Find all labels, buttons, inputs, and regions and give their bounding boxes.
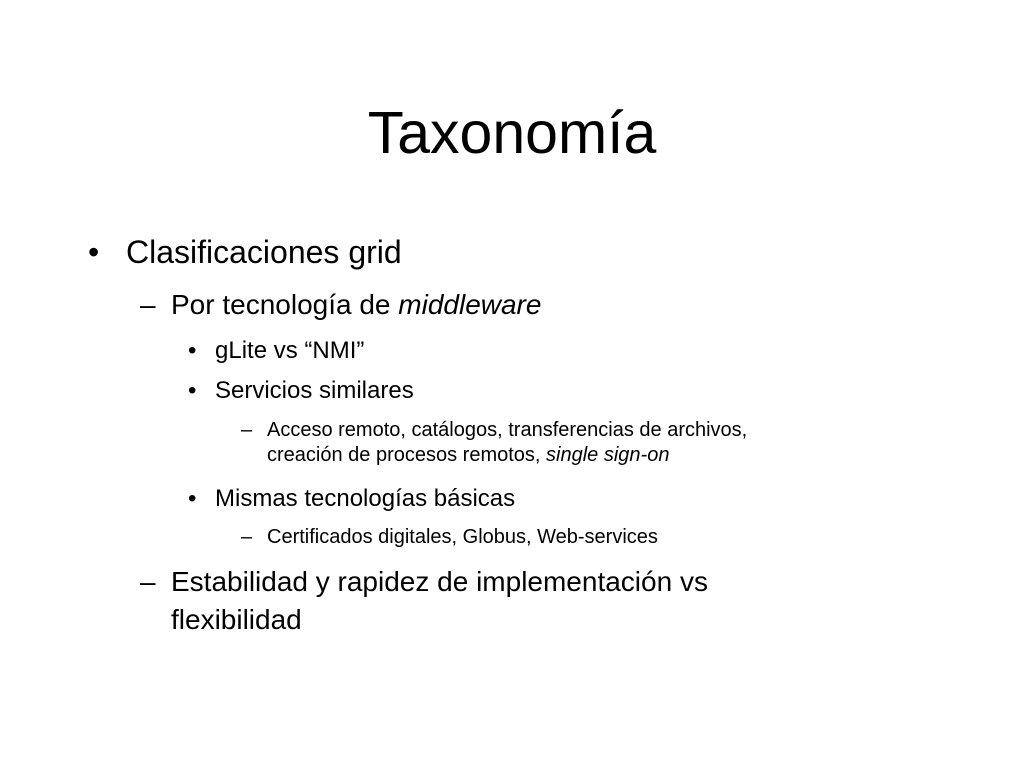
dash-marker: –: [140, 566, 156, 597]
item-servicios-similares: [188, 376, 414, 406]
subbullet-line-1: Estabilidad y rapidez de implementación vs: [171, 566, 708, 597]
bullet-marker: •: [188, 377, 197, 404]
bullet-marker: •: [188, 337, 197, 364]
bullet-clasificaciones-grid: [88, 233, 402, 271]
subbullet-estabilidad: [140, 563, 708, 639]
item-text: gLite vs “NMI”: [215, 337, 365, 364]
detail-acceso-remoto: [241, 418, 747, 468]
item-text: Mismas tecnologías básicas: [215, 485, 516, 512]
dash-marker: –: [140, 289, 156, 320]
item-glite-vs-nmi: [188, 336, 364, 366]
slide-title: Taxonomía: [367, 100, 657, 166]
item-text: Servicios similares: [215, 377, 414, 404]
dash-marker: –: [241, 419, 253, 441]
detail-line-2: [267, 443, 747, 468]
bullet-marker: •: [88, 234, 100, 270]
bullet-marker: •: [188, 485, 197, 512]
subbullet-text: Por tecnología de: [171, 289, 399, 320]
detail-line-1: Acceso remoto, catálogos, transferencias de archivos,: [267, 419, 748, 441]
subbullet-tecnologia-middleware: [140, 288, 541, 322]
item-mismas-tecnologias: [188, 484, 515, 514]
detail-certificados: [241, 525, 658, 550]
detail-text: Certificados digitales, Globus, Web-services: [267, 526, 658, 548]
detail-italic-text: single sign-on: [546, 444, 670, 466]
subbullet-line-2: flexibilidad: [171, 604, 302, 635]
detail-line-2-text: creación de procesos remotos,: [267, 444, 547, 466]
bullet-text: Clasificaciones grid: [126, 234, 402, 270]
subbullet-italic-text: middleware: [398, 289, 542, 320]
dash-marker: –: [241, 526, 253, 548]
